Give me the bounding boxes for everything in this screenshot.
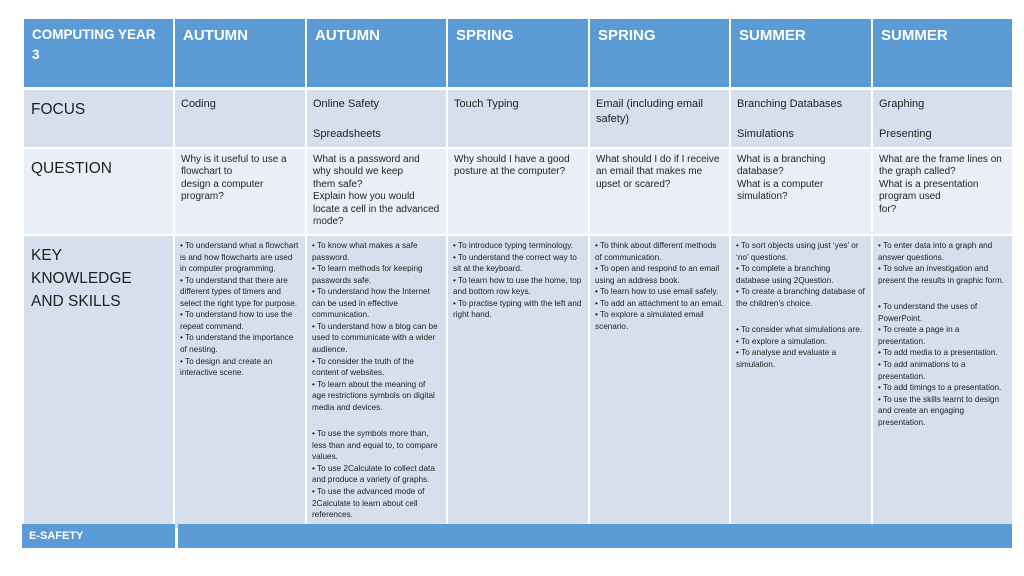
knowledge-bullet: • To understand the importance of nesting. (180, 333, 294, 354)
knowledge-bullet: • To create a page in a presentation. (878, 325, 960, 346)
row-label-focus: FOCUS (23, 88, 174, 148)
knowledge-bullet: • To explore a simulated email scenario. (595, 310, 704, 331)
knowledge-bullet: • To understand that there are different types of timers and select the right type for purpose. (180, 275, 297, 308)
curriculum-table (22, 17, 1014, 530)
knowledge-cell (872, 235, 1013, 529)
focus-cell (174, 88, 306, 148)
knowledge-bullet: • To know what makes a safe password. (312, 241, 418, 262)
knowledge-bullet: • To solve an investigation and present the results in graphic form. (878, 264, 1005, 285)
bullet-spacer (736, 309, 866, 324)
knowledge-bullet: • To add an attachment to an email. (595, 298, 724, 308)
focus-text: Graphing Presenting (879, 97, 932, 140)
focus-cell (872, 88, 1013, 148)
focus-text: Email (including email safety) (596, 97, 703, 125)
knowledge-cell (730, 235, 872, 529)
question-cell (174, 148, 306, 236)
knowledge-bullet: • To use the skills learnt to design and create an engaging presentation. (878, 394, 1000, 427)
knowledge-bullet: • To open and respond to an email using an address book. (595, 264, 720, 285)
knowledge-bullet: • To use the advanced mode of 2Calculate to learn about cell references. (312, 487, 425, 520)
question-cell (447, 148, 589, 236)
knowledge-cell (447, 235, 589, 529)
knowledge-cell (306, 235, 447, 529)
row-label-question: QUESTION (23, 148, 174, 236)
knowledge-bullet: • To use 2Calculate to collect data and produce a variety of graphs. (312, 463, 435, 485)
knowledge-bullet: • To understand the correct way to sit at the keyboard. (453, 252, 577, 274)
row-label-knowledge: KEY KNOWLEDGE AND SKILLS (23, 235, 174, 529)
focus-text: Branching Databases Simulations (737, 97, 843, 140)
knowledge-bullet: • To use the symbols more than, less than and equal to, to compare values. (312, 429, 438, 462)
knowledge-bullet: • To understand how to use the repeat command. (180, 310, 293, 331)
knowledge-bullet: • To consider the truth of the content of websites. (312, 356, 414, 378)
knowledge-bullet: • To understand how the Internet can be used in effective communication. (312, 287, 430, 320)
question-text: What should I do if I receive an email that makes me upset or scared? (596, 153, 720, 190)
focus-text: Coding (181, 97, 216, 110)
focus-text: Online Safety Spreadsheets (313, 97, 381, 140)
knowledge-bullet: • To enter data into a graph and answer questions. (878, 241, 993, 262)
knowledge-bullet: • To consider what simulations are. (736, 325, 863, 335)
knowledge-cell (589, 235, 730, 529)
bullet-spacer (878, 286, 1007, 301)
knowledge-cell (174, 235, 306, 529)
knowledge-bullet: • To sort objects using just ‘yes’ or ‘no’ questions. (736, 241, 859, 262)
knowledge-row (23, 235, 1013, 529)
header-row (23, 18, 1013, 88)
question-text: What is a password and why should we keep them safe? Explain how you would locate a cell in the advanced mode? (313, 153, 440, 228)
esafety-bar (178, 524, 1012, 548)
question-text: What is a branching database? What is a computer simulation? (737, 153, 826, 203)
knowledge-bullet: • To explore a simulation. (736, 336, 828, 346)
esafety-label: E-SAFETY (22, 524, 175, 548)
knowledge-bullet: • To add timings to a presentation. (878, 383, 1002, 393)
knowledge-bullet: • To add media to a presentation. (878, 348, 998, 358)
focus-cell (306, 88, 447, 148)
term-header: AUTUMN (306, 18, 447, 88)
esafety-row (22, 524, 1012, 548)
focus-cell (589, 88, 730, 148)
bullet-spacer (312, 413, 441, 428)
knowledge-bullet: • To learn how to use email safely. (595, 287, 719, 297)
knowledge-bullet: • To introduce typing terminology. (453, 241, 573, 251)
knowledge-bullet: • To learn about the meaning of age restrictions symbols on digital media and devices. (312, 379, 435, 412)
knowledge-bullet: • To learn methods for keeping passwords safe. (312, 264, 423, 285)
focus-cell (730, 88, 872, 148)
term-header: SUMMER (730, 18, 872, 88)
knowledge-bullet: • To think about different methods of communication. (595, 241, 717, 262)
knowledge-bullet: • To design and create an interactive scene. (180, 356, 273, 378)
year-title: COMPUTING YEAR 3 (23, 18, 174, 88)
question-cell (589, 148, 730, 236)
knowledge-bullet: • To learn how to use the home, top and bottom row keys. (453, 275, 582, 297)
term-header: SUMMER (872, 18, 1013, 88)
question-cell (872, 148, 1013, 236)
term-header: AUTUMN (174, 18, 306, 88)
knowledge-bullet: • To add animations to a presentation. (878, 359, 966, 381)
question-text: Why is it useful to use a flowchart to design a computer program? (181, 153, 287, 203)
focus-text: Touch Typing (454, 97, 519, 110)
knowledge-bullet: • To understand how a blog can be used to communicate with a wider audience. (312, 321, 438, 354)
question-row (23, 148, 1013, 236)
knowledge-bullet: • To create a branching database of the children’s choice. (736, 287, 865, 308)
question-text: What are the frame lines on the graph called? What is a presentation program used for? (879, 153, 1002, 215)
focus-row (23, 88, 1013, 148)
knowledge-bullet: • To practise typing with the left and right hand. (453, 298, 582, 320)
knowledge-bullet: • To analyse and evaluate a simulation. (736, 348, 837, 369)
focus-cell (447, 88, 589, 148)
knowledge-bullet: • To complete a branching database using 2Question. (736, 264, 834, 285)
question-cell (306, 148, 447, 236)
term-header: SPRING (447, 18, 589, 88)
knowledge-bullet: • To understand what a flowchart is and how flowcharts are used in computer programming. (180, 241, 299, 274)
question-text: Why should I have a good posture at the computer? (454, 153, 570, 178)
knowledge-bullet: • To understand the uses of PowerPoint. (878, 302, 978, 323)
question-cell (730, 148, 872, 236)
term-header: SPRING (589, 18, 730, 88)
